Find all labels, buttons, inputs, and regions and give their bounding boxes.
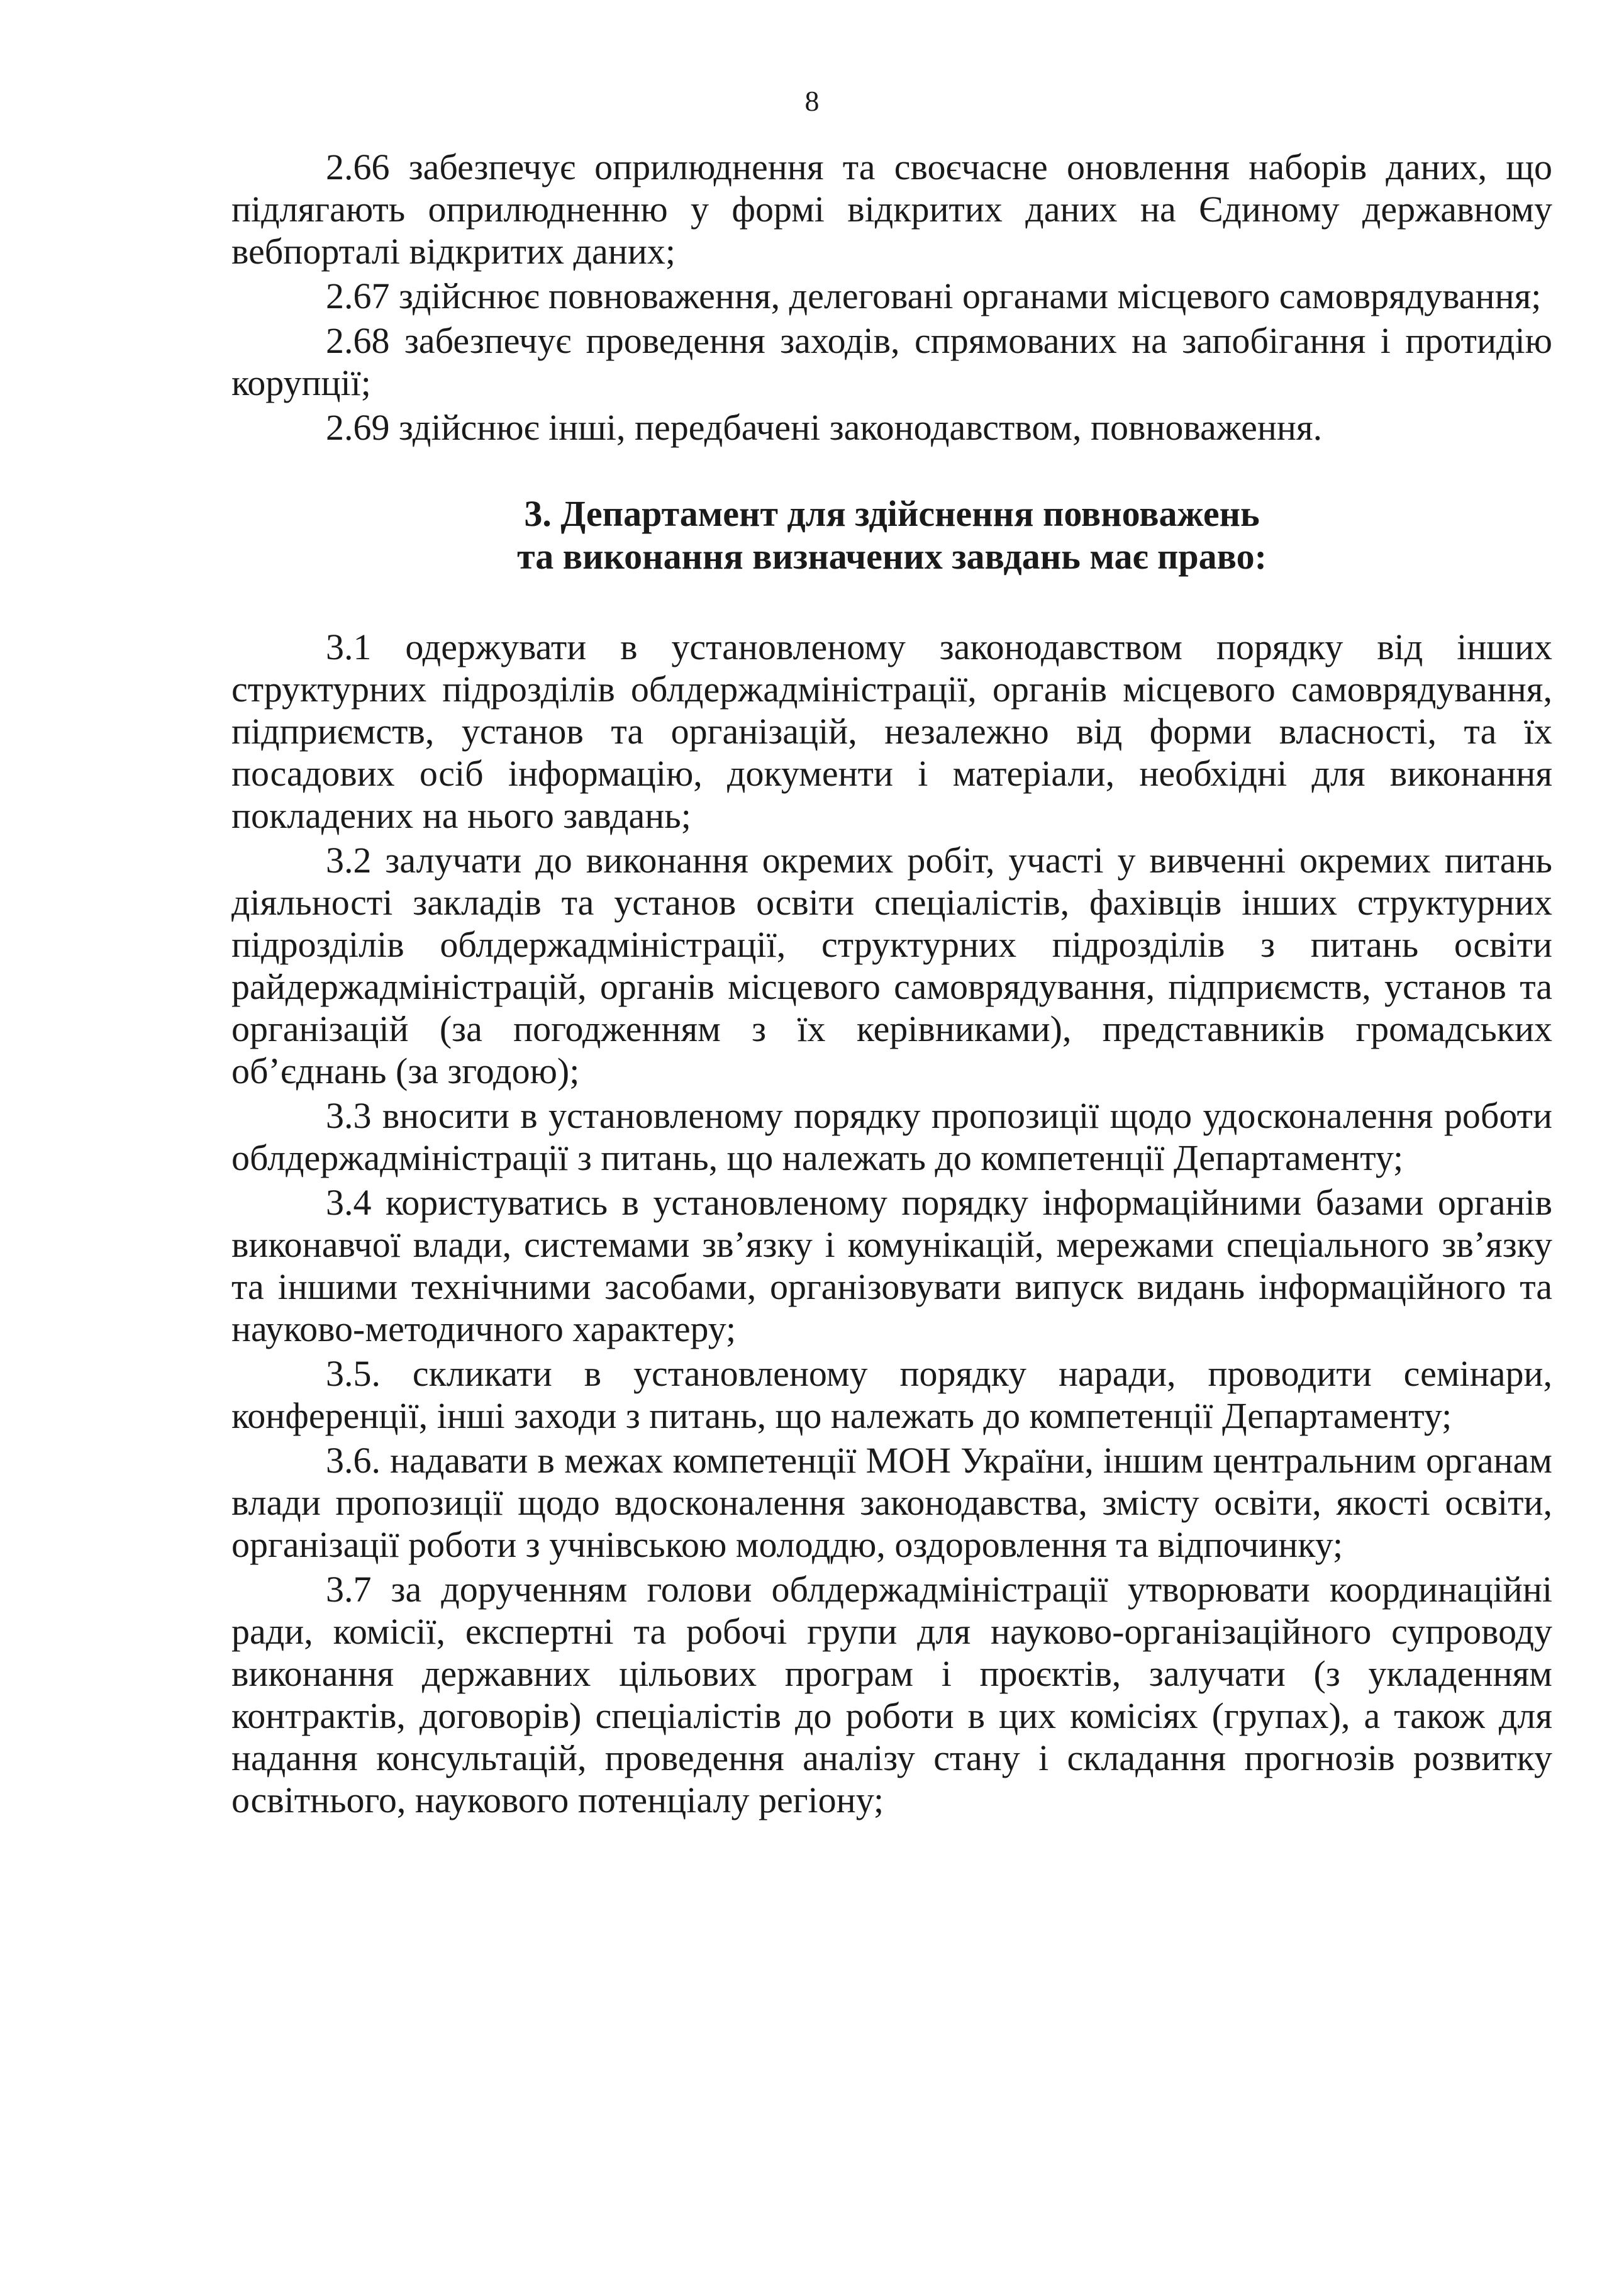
clause-2-67: 2.67 здійснює повноваження, делеговані органами місцевого самоврядування;	[326, 276, 1542, 316]
clause-2-69: 2.69 здійснює інші, передбачені законодавством, повноваження.	[326, 407, 1323, 448]
clause-3-1: 3.1 одержувати в установленому законодавством порядку від інших структурних підрозділів облдержадміністрації, органів місцевого самоврядування, підприємств, установ та організацій, незалежно від форми власності, та їх посадових осіб інформацію, документи і матеріали, необхідні для виконання покладених на нього завдань;	[231, 627, 1552, 836]
section-3-heading	[231, 493, 1552, 578]
clause-3-6: 3.6. надавати в межах компетенції МОН України, іншим центральним органам влади пропозиції щодо вдосконалення законодавства, змісту освіти, якості освіти, організації роботи з учнівською молоддю, оздоровлення та відпочинку;	[231, 1440, 1552, 1565]
document-body	[231, 146, 1552, 1824]
clause-2-68: 2.68 забезпечує проведення заходів, спрямованих на запобігання і протидію корупції;	[231, 320, 1552, 403]
clause-3-2: 3.2 залучати до виконання окремих робіт, участі у вивченні окремих питань діяльності закладів та установ освіти спеціалістів, фахівців інших структурних підрозділів облдержадміністрації, структурних підрозділів з питань освіти райдержадміністрацій, органів місцевого самоврядування, підприємств, установ та організацій (за погодженням з їх керівниками), представників громадських об’єднань (за згодою);	[231, 840, 1552, 1091]
clause-3-4: 3.4 користуватись в установленому порядку інформаційними базами органів виконавчої влади, системами зв’язку і комунікацій, мережами спеціального зв’язку та іншими технічними засобами, організовувати випуск видань інформаційного та науково-методичного характеру;	[231, 1182, 1552, 1349]
clause-3-5: 3.5. скликати в установленому порядку наради, проводити семінари, конференції, інші заходи з питань, що належать до компетенції Департаменту;	[231, 1353, 1552, 1436]
clause-2-66: 2.66 забезпечує оприлюднення та своєчасне оновлення наборів даних, що підлягають оприлюдненню у формі відкритих даних на Єдиному державному вебпорталі відкритих даних;	[231, 147, 1552, 272]
clause-3-3: 3.3 вносити в установленому порядку пропозиції щодо удосконалення роботи облдержадміністрації з питань, що належать до компетенції Департаменту;	[231, 1095, 1552, 1178]
section-3-heading-line1: 3. Департамент для здійснення повноважень	[524, 493, 1260, 534]
section-3-heading-line2: та виконання визначених завдань має право:	[517, 536, 1267, 577]
page-number: 8	[804, 85, 820, 117]
clause-3-7: 3.7 за дорученням голови облдержадміністрації утворювати координаційні ради, комісії, експертні та робочі групи для науково-організаційного супроводу виконання державних цільових програм і проєктів, залучати (з укладенням контрактів, договорів) спеціалістів до роботи в цих комісіях (групах), а також для надання консультацій, проведення аналізу стану і складання прогнозів розвитку освітнього, наукового потенціалу регіону;	[231, 1569, 1552, 1820]
